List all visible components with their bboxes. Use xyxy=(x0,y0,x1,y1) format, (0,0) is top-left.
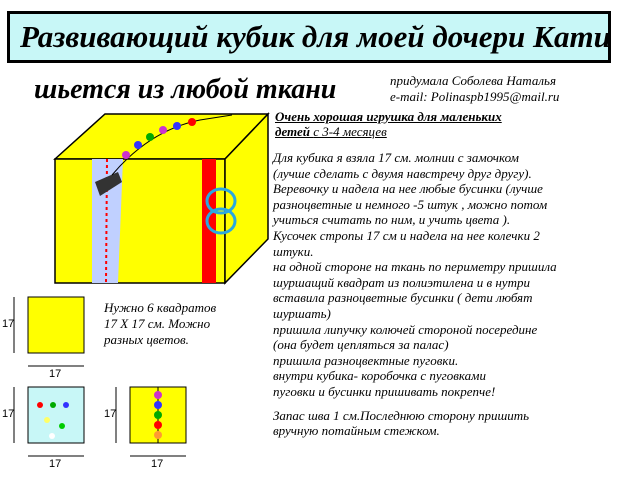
square-plain xyxy=(28,297,84,353)
bead-icon xyxy=(154,431,162,439)
dimension-label: 17 xyxy=(2,318,15,330)
materials-note xyxy=(104,300,264,348)
instruction-line: разноцветные и немного -5 штук , можно потом xyxy=(273,196,548,212)
dot-icon xyxy=(50,402,56,408)
dot-icon xyxy=(44,417,50,423)
instruction-line: штуки. xyxy=(273,243,314,259)
square-dots xyxy=(28,387,84,443)
dimension-label: 17 xyxy=(104,408,117,420)
dot-icon xyxy=(49,433,55,439)
subtitle: шьется из любой ткани xyxy=(34,74,337,105)
instruction-line: (она будет цепляться за палас) xyxy=(273,337,449,353)
materials-line: Нужно 6 квадратов xyxy=(104,300,217,315)
bead-icon xyxy=(154,421,162,429)
bead-icon xyxy=(154,401,162,409)
dot-icon xyxy=(63,402,69,408)
instruction-line: Веревочку и надела на нее любые бусинки (лучше xyxy=(273,181,543,197)
materials-line: 17 Х 17 см. Можно xyxy=(104,316,211,331)
cube-front-face xyxy=(55,159,225,283)
dimension-label: 17 xyxy=(2,408,15,420)
instructions xyxy=(273,150,638,439)
tagline-line2: детей xyxy=(275,124,310,139)
bead-icon xyxy=(188,118,196,126)
strap xyxy=(202,159,216,283)
instruction-line: на одной стороне на ткань по периметру пришила xyxy=(273,259,557,275)
instruction-line: учиться считать по ним, и учить цвета ). xyxy=(273,212,511,228)
dimension-label: 17 xyxy=(151,458,164,470)
instruction-line: пришила разноцвектные пуговки. xyxy=(273,352,459,368)
dimension-label: 17 xyxy=(49,368,62,380)
instruction-line: пуговки и бусинки пришивать покрепче! xyxy=(273,383,496,399)
materials-line: разных цветов. xyxy=(104,332,189,347)
dimension-label: 17 xyxy=(49,458,62,470)
instruction-line: Для кубика я взяла 17 см. молнии с замочком xyxy=(273,150,519,165)
dot-icon xyxy=(37,402,43,408)
bead-icon xyxy=(122,151,130,159)
page-title: Развивающий кубик для моей дочери Кати xyxy=(20,19,611,54)
bead-icon xyxy=(134,141,142,149)
instruction-line: вручную потайным стежком. xyxy=(273,423,440,439)
dot-icon xyxy=(59,423,65,429)
author-email: e-mail: Polinaspb1995@mail.ru xyxy=(390,89,560,104)
bead-icon xyxy=(154,391,162,399)
instruction-line: шуршать) xyxy=(273,305,331,321)
instruction-line: Кусочек стропы 17 см и надела на нее колечки 2 xyxy=(273,227,540,243)
instruction-line: шуршащий квадрат из полиэтилена и в нутри xyxy=(273,274,530,290)
author-name: придумала Соболева Наталья xyxy=(390,73,556,88)
instruction-line: пришила липучку колючей стороной посередине xyxy=(273,321,538,337)
bead-icon xyxy=(154,411,162,419)
bead-icon xyxy=(159,126,167,134)
instruction-line: Запас шва 1 см.Последнюю сторону пришить xyxy=(273,407,530,423)
instruction-line xyxy=(273,400,638,408)
tagline-age: с 3-4 месяцев xyxy=(313,124,387,139)
instruction-line: (лучше сделать с двумя навстречу друг другу). xyxy=(273,165,532,181)
bead-icon xyxy=(146,133,154,141)
bead-icon xyxy=(173,122,181,130)
instruction-line: вставила разноцветные бусинки ( дети любят xyxy=(273,290,533,306)
instruction-line: внутри кубика- коробочка с пуговками xyxy=(273,368,486,384)
tagline-line1: Очень хорошая игрушка для маленьких xyxy=(275,109,502,124)
